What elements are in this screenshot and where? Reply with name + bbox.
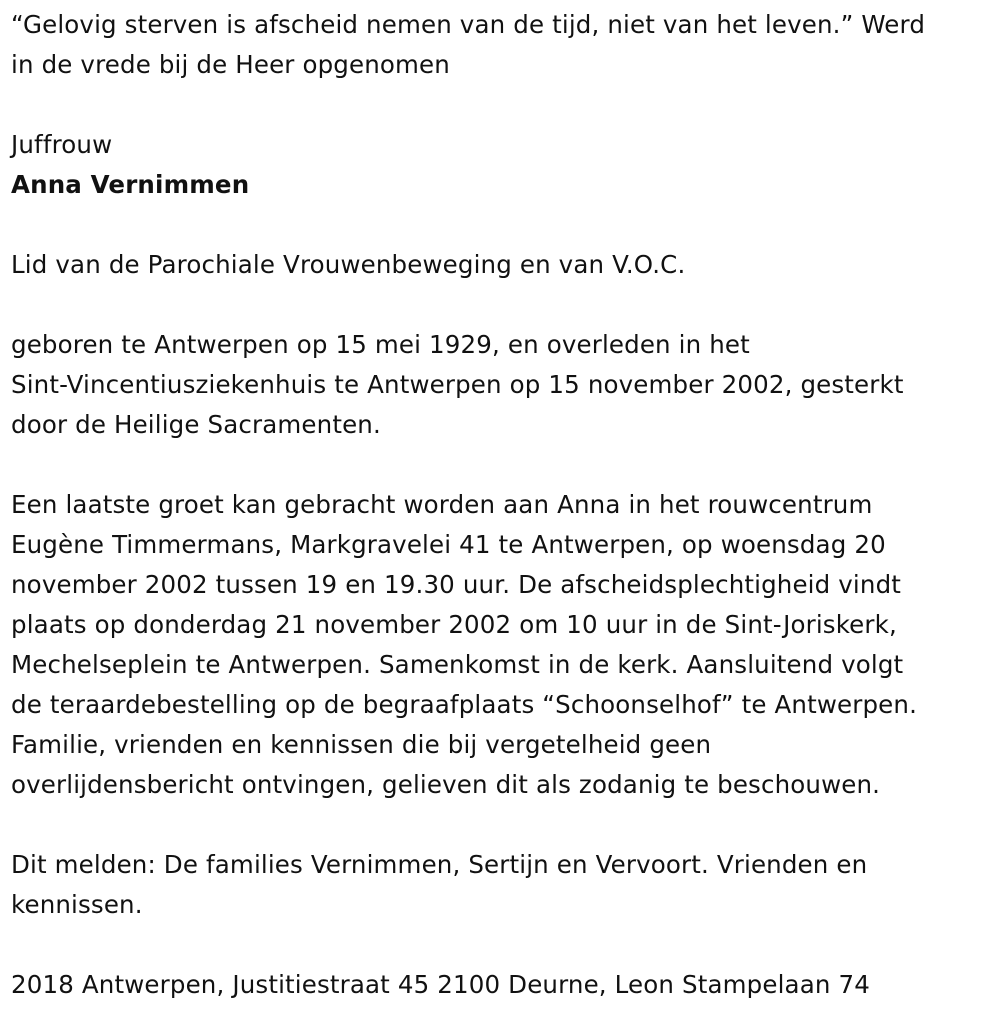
text-line: Mechelseplein te Antwerpen. Samenkomst in de kerk. Aansluitend volgt [11,650,904,679]
text-line: de teraardebestelling op de begraafplaats “Schoonselhof” te Antwerpen. [11,690,918,719]
quote-line: “Gelovig sterven is afscheid nemen van de tijd, niet van het leven.” Werd [11,10,926,39]
opening-quote [11,5,995,85]
text-line: overlijdensbericht ontvingen, gelieven dit als zodanig te beschouwen. [11,770,881,799]
text-line: Eugène Timmermans, Markgravelei 41 te Antwerpen, op woensdag 20 [11,530,886,559]
text-line: november 2002 tussen 19 en 19.30 uur. De afscheidsplechtigheid vindt [11,570,902,599]
birth-death-paragraph [11,325,995,445]
text-line: Familie, vrienden en kennissen die bij vergetelheid geen [11,730,712,759]
addresses-line: 2018 Antwerpen, Justitiestraat 45 2100 Deurne, Leon Stampelaan 74 [11,970,870,999]
text-line: Dit melden: De families Vernimmen, Sertijn en Vervoort. Vrienden en [11,850,868,879]
membership-line: Lid van de Parochiale Vrouwenbeweging en van V.O.C. [11,250,686,279]
text-line: Een laatste groet kan gebracht worden aan Anna in het rouwcentrum [11,490,873,519]
text-line: Sint-Vincentiusziekenhuis te Antwerpen op 15 november 2002, gesterkt [11,370,904,399]
deceased-name: Anna Vernimmen [11,170,250,199]
quote-line: in de vrede bij de Heer opgenomen [11,50,450,79]
obituary-notice [11,5,995,1005]
announcers-paragraph [11,845,995,925]
text-line: geboren te Antwerpen op 15 mei 1929, en overleden in het [11,330,750,359]
ceremony-paragraph [11,485,995,805]
text-line: kennissen. [11,890,143,919]
text-line: door de Heilige Sacramenten. [11,410,381,439]
text-line: plaats op donderdag 21 november 2002 om 10 uur in de Sint-Joriskerk, [11,610,897,639]
honorific-title: Juffrouw [11,130,113,159]
